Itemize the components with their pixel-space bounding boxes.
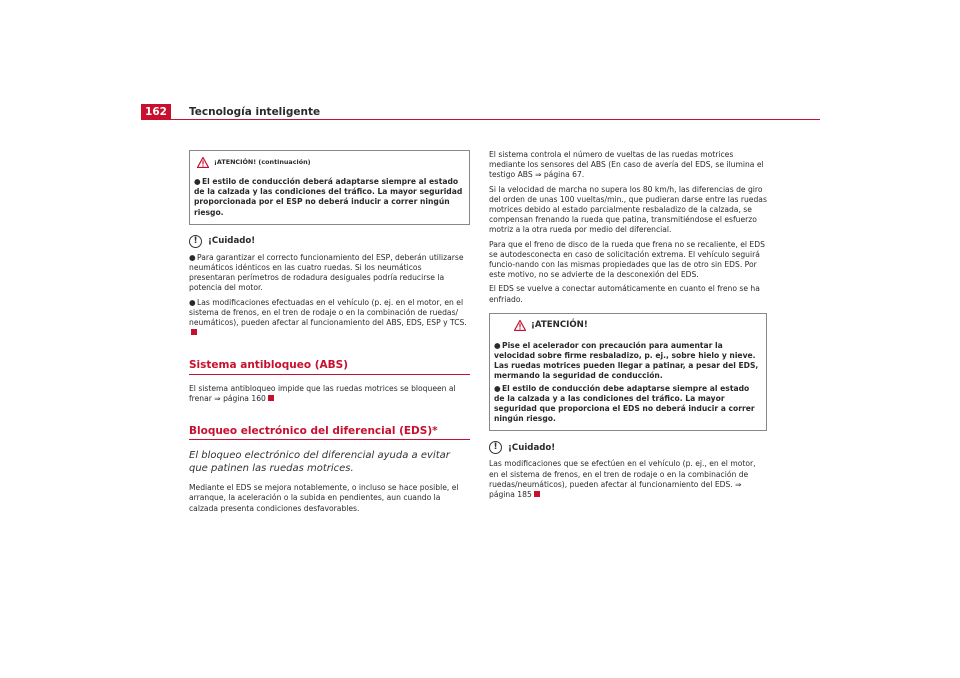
warning-triangle-icon xyxy=(514,320,526,331)
warning-bullet: ●El estilo de conducción debe adaptarse siempre al estado de la calzada y a las condiciones del tráfico. La mayor seguridad que proporciona el EDS no deberá inducir a correr ningún riesgo. xyxy=(494,383,755,424)
warning-triangle-icon xyxy=(197,157,209,168)
caution-heading xyxy=(489,441,767,454)
page-header-title: Tecnología inteligente xyxy=(189,106,321,118)
abs-text xyxy=(189,384,470,404)
paragraph: Para que el freno de disco de la rueda que frena no se recaliente, el EDS se autodesconecta en caso de solicitación extrema. El vehículo seguirá funcio-nando con las mismas propiedades que las de otro sin EDS. Por este motivo, no se advierte de la desconexión del EDS. xyxy=(489,239,765,280)
left-column xyxy=(189,150,470,518)
warning-bullet-text: El estilo de conducción debe adaptarse siempre al estado de la calzada y a las condiciones del tráfico. La mayor seguridad que proporciona el EDS no deberá inducir a correr ningún riesgo. xyxy=(494,383,755,424)
warning-heading xyxy=(514,320,762,331)
end-marker-icon xyxy=(534,491,540,497)
warning-bullet-text: Pise el acelerador con precaución para aumentar la velocidad sobre firme resbaladizo, p. ej., sobre hielo y nieve. Las ruedas motrices pueden llegar a patinar, a pesar del EDS, mermando la seguridad de conducción. xyxy=(494,340,759,381)
right-column xyxy=(489,150,767,504)
caution-bullet: ●Para garantizar el correcto funcionamiento del ESP, deberán utilizarse neumáticos idénticos en las cuatro ruedas. Si los neumáticos presentaran perímetros de rodadura desiguales podría reducirse la potencia del motor. xyxy=(189,252,464,293)
caution-heading xyxy=(189,235,470,248)
caution-bullet-text: Para garantizar el correcto funcionamiento del ESP, deberán utilizarse neumáticos idénticos en las cuatro ruedas. Si los neumáticos presentaran perímetros de rodadura desiguales podría reducirse la potencia del motor. xyxy=(189,252,464,293)
warning-box xyxy=(489,313,767,432)
caution-bullet-text: Las modificaciones efectuadas en el vehículo (p. ej. en el motor, en el sistema de frenos, en el tren de rodaje o en la combinación de ruedas/ neumáticos), pueden afectar al funcionamiento del ABS, EDS, ESP y TCS. xyxy=(189,297,467,328)
caution-text xyxy=(489,459,767,500)
warning-bullet-text: El estilo de conducción deberá adaptarse siempre al estado de la calzada y las condiciones del tráfico. La mayor seguridad proporcionada por el ESP no deberá inducir a correr ningún riesgo. xyxy=(194,177,463,217)
warning-bullet: ●El estilo de conducción deberá adaptarse siempre al estado de la calzada y las condiciones del tráfico. La mayor seguridad proporcionada por el ESP no deberá inducir a correr ningún riesgo. xyxy=(194,177,463,217)
section-heading-abs: Sistema antibloqueo (ABS) xyxy=(189,360,470,374)
caution-heading-label: ¡Cuidado! xyxy=(208,236,256,247)
caution-exclamation-icon: ! xyxy=(489,441,502,454)
paragraph: Si la velocidad de marcha no supera los 80 km/h, las diferencias de giro del orden de unas 100 vueltas/min., que pudieran darse entre las ruedas motrices debido al estado parcialmente resbaladizo de la calzada, se compensan frenando la rueda que patina, transmitiéndose el esfuerzo motriz a la otra rueda por medio del diferencial. xyxy=(489,184,767,235)
warning-heading-label: ¡ATENCIÓN! xyxy=(531,320,588,331)
abs-text-body: El sistema antibloqueo impide que las ruedas motrices se bloqueen al frenar ⇒ página 160 xyxy=(189,383,456,403)
header-divider xyxy=(171,119,820,120)
warning-continued-box xyxy=(189,150,470,225)
eds-text: Mediante el EDS se mejora notablemente, o incluso se hace posible, el arranque, la aceleración o la subida en pendientes, aun cuando la calzada presenta condiciones desfavorables. xyxy=(189,483,459,513)
section-heading-eds: Bloqueo electrónico del diferencial (EDS)* xyxy=(189,426,470,440)
paragraph: El sistema controla el número de vueltas de las ruedas motrices mediante los sensores del ABS (En caso de avería del EDS, se ilumina el testigo ABS ⇒ página 67. xyxy=(489,150,764,180)
paragraph: El EDS se vuelve a conectar automáticamente en cuanto el freno se ha enfriado. xyxy=(489,284,760,304)
caution-bullet: ●Las modificaciones efectuadas en el vehículo (p. ej. en el motor, en el sistema de frenos, en el tren de rodaje o en la combinación de ruedas/ neumáticos), pueden afectar al funcionamiento del ABS, EDS, ESP y TCS. xyxy=(189,298,470,339)
eds-subtitle: El bloqueo electrónico del diferencial ayuda a evitar que patinen las ruedas motrices. xyxy=(189,450,450,475)
end-marker-icon xyxy=(268,395,274,401)
warning-continued-label: ¡ATENCIÓN! (continuación) xyxy=(214,158,311,167)
warning-continued-heading xyxy=(197,157,465,168)
caution-text-body: Las modificaciones que se efectúen en el vehículo (p. ej., en el motor, en el sistema de frenos, en el tren de rodaje o en la combinación de ruedas/neumáticos), pueden afectar al funcionamiento del EDS. ⇒ página 185 xyxy=(489,459,756,500)
caution-exclamation-icon: ! xyxy=(189,235,202,248)
page-number: 162 xyxy=(141,104,171,120)
end-marker-icon xyxy=(191,329,197,335)
caution-heading-label: ¡Cuidado! xyxy=(508,442,556,453)
warning-bullet: ●Pise el acelerador con precaución para aumentar la velocidad sobre firme resbaladizo, p. ej., sobre hielo y nieve. Las ruedas motrices pueden llegar a patinar, a pesar del EDS, mermando la seguridad de conducción. xyxy=(494,340,759,381)
